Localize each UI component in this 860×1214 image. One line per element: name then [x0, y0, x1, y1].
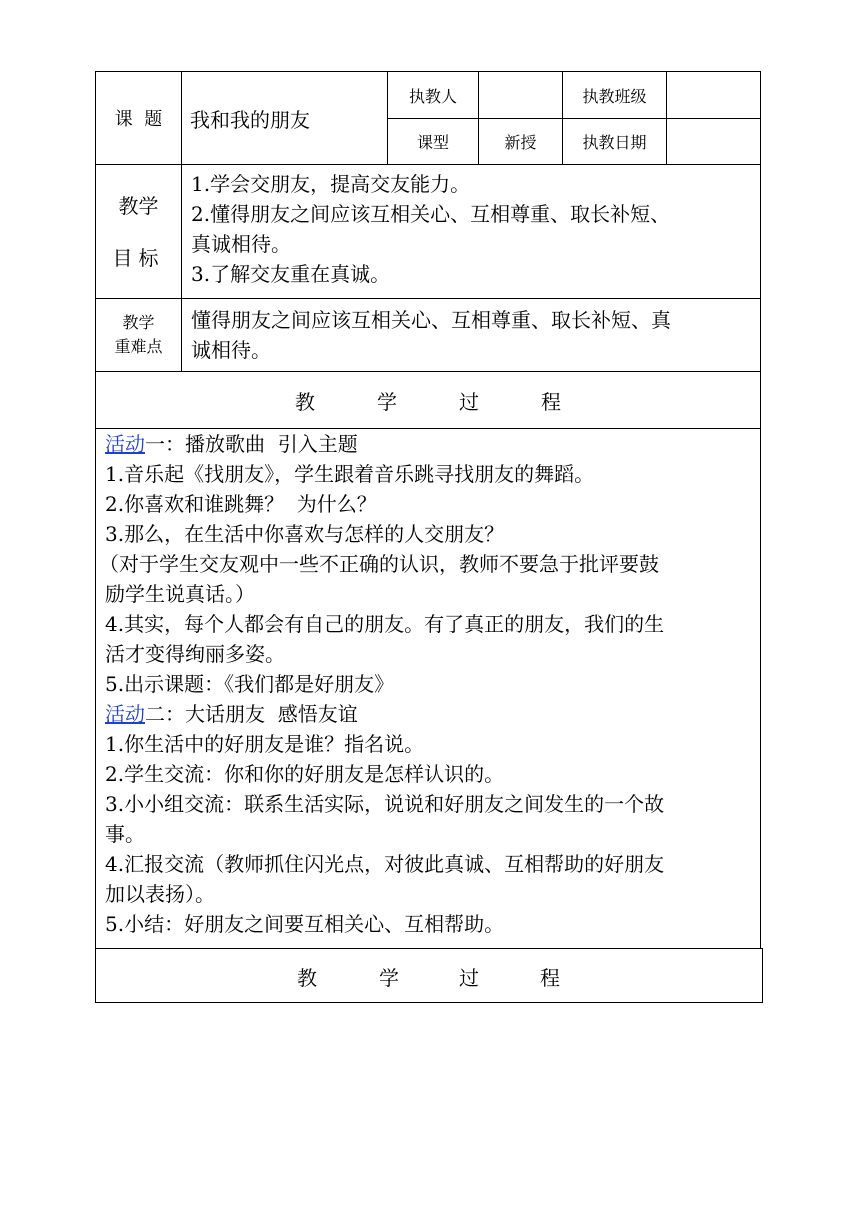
type-label: 课型 [416, 133, 449, 152]
table-border-right [760, 71, 761, 949]
activity-2-title: 活动二：大话朋友 感悟友谊 [105, 702, 358, 726]
list-item: 4.其实，每个人都会有自己的朋友。有了真正的朋友，我们的生 [105, 612, 665, 636]
list-item: 4.汇报交流（教师抓住闪光点，对彼此真诚、互相帮助的好朋友 [105, 852, 665, 876]
list-item: 活才变得绚丽多姿。 [105, 642, 285, 666]
date-value [667, 119, 760, 164]
list-item: （对于学生交友观中一些不正确的认识，教师不要急于批评要鼓 [99, 552, 659, 576]
teacher-label: 执教人 [408, 86, 457, 106]
process-header-2: 教 学 过 程 [297, 966, 560, 990]
list-item: 励学生说真话。） [105, 582, 255, 606]
objective-item: 3.了解交友重在真诚。 [191, 262, 391, 286]
list-item: 2.你喜欢和谁跳舞？ 为什么？ [105, 492, 377, 516]
activity-1-link[interactable]: 活动 [105, 432, 145, 456]
key-points-label: 教学 重难点 [114, 313, 163, 356]
list-item: 加以表扬）。 [105, 882, 215, 906]
row-divider-2 [95, 298, 761, 299]
type-value: 新授 [504, 133, 537, 152]
table-border-bottom [95, 1002, 763, 1003]
key-points-text: 懂得朋友之间应该互相关心、互相尊重、取长补短、真 诚相待。 [191, 308, 671, 362]
list-item: 5.小结：好朋友之间要互相关心、互相帮助。 [105, 912, 505, 936]
list-item: 5.出示课题：《我们都是好朋友》 [105, 672, 395, 696]
lesson-title [190, 72, 386, 164]
lesson-title-text: 我和我的朋友 [190, 107, 310, 132]
date-label: 执教日期 [582, 133, 647, 152]
list-item: 3.那么，在生活中你喜欢与怎样的人交朋友？ [105, 522, 505, 546]
class-label: 执教班级 [582, 86, 647, 106]
label-column-divider [181, 71, 182, 371]
class-value [667, 72, 760, 118]
objective-item: 2.懂得朋友之间应该互相关心、互相尊重、取长补短、 [191, 202, 671, 226]
activity-1-title: 活动一：播放歌曲 引入主题 [105, 432, 358, 456]
objective-item: 1.学会交朋友，提高交友能力。 [191, 172, 471, 196]
activity-2-link[interactable]: 活动 [105, 702, 145, 726]
title-label-text: 课 题 [114, 109, 163, 130]
list-item: 2.学生交流：你和你的好朋友是怎样认识的。 [105, 762, 505, 786]
objectives-list [191, 169, 759, 289]
list-item: 1.音乐起《找朋友》，学生跟着音乐跳寻找朋友的舞蹈。 [105, 462, 595, 486]
list-item: 事。 [105, 822, 145, 846]
objectives-label: 教学 目标 [112, 193, 165, 270]
process-header: 教 学 过 程 [295, 390, 561, 414]
objective-item: 真诚相待。 [191, 232, 291, 256]
teacher-value [479, 72, 562, 118]
row-divider-1 [95, 164, 761, 165]
table-border-right-bottom [762, 948, 763, 1003]
list-item: 1.你生活中的好朋友是谁？指名说。 [105, 732, 425, 756]
process-content [99, 429, 759, 939]
title-label [96, 72, 181, 164]
list-item: 3.小小组交流：联系生活实际，说说和好朋友之间发生的一个故 [105, 792, 665, 816]
